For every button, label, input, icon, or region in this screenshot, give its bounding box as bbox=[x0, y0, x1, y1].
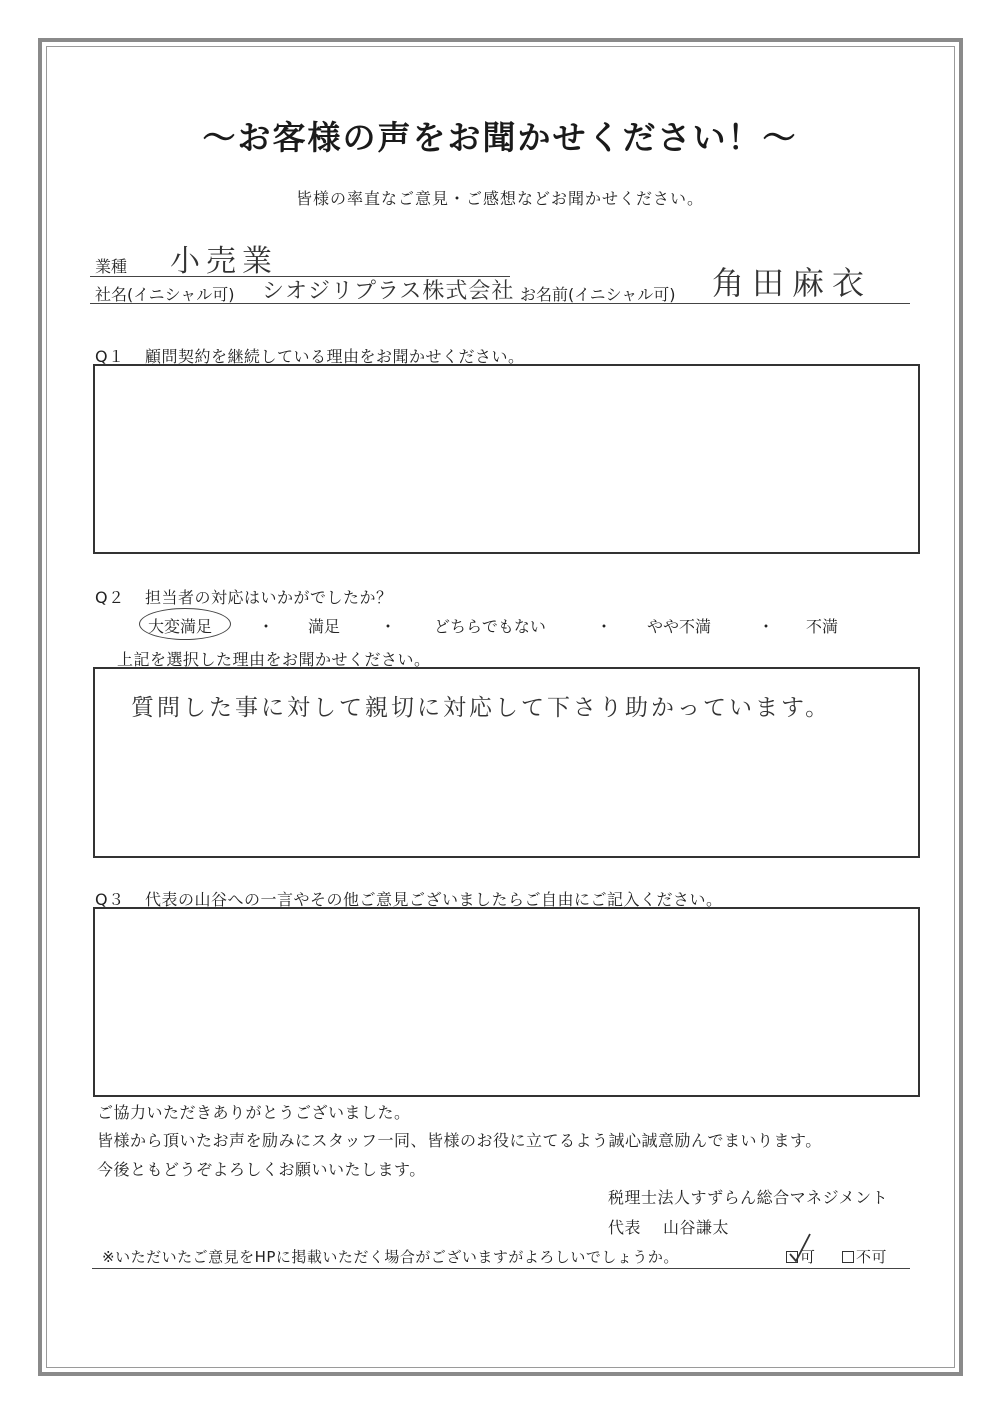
checkmark-icon bbox=[786, 1230, 816, 1264]
closing-line-2: 皆様から頂いたお声を励みにスタッフ一同、皆様のお役に立てるよう誠心誠意励んでまいります。 bbox=[97, 1131, 822, 1150]
q2-option-somewhat-dissatisfied[interactable]: やや不満 bbox=[647, 617, 712, 636]
signature-representative bbox=[608, 1215, 729, 1238]
q2-option-satisfied[interactable]: 満足 bbox=[308, 617, 341, 636]
q2-separator: ・ bbox=[380, 617, 397, 636]
signature-rep-name: 山谷謙太 bbox=[663, 1218, 730, 1237]
q2-separator: ・ bbox=[758, 617, 775, 636]
q3-number: Q３ bbox=[95, 890, 125, 909]
q3-answer-box[interactable] bbox=[93, 907, 920, 1097]
hp-consent-question: ※いただいたご意見をHPに掲載いただく場合がございますがよろしいでしょうか。 bbox=[102, 1248, 679, 1266]
industry-label: 業種 bbox=[95, 257, 128, 276]
q2-separator: ・ bbox=[596, 617, 613, 636]
industry-value[interactable]: 小売業 bbox=[170, 244, 278, 279]
q2-option-dissatisfied[interactable]: 不満 bbox=[806, 617, 839, 636]
q2-answer: 質問した事に対して親切に対応して下さり助かっています。 bbox=[131, 695, 832, 721]
q2-heading bbox=[95, 585, 393, 608]
q1-answer-box[interactable] bbox=[93, 364, 920, 554]
company-name-underline bbox=[90, 303, 910, 304]
q2-text: 担当者の対応はいかがでしたか？ bbox=[145, 588, 393, 607]
q2-answer-box[interactable] bbox=[93, 667, 920, 858]
closing-line-1: ご協力いただきありがとうございました。 bbox=[97, 1103, 411, 1122]
q1-number: Q１ bbox=[95, 347, 125, 366]
allow-label: 可 bbox=[800, 1248, 816, 1266]
q3-text: 代表の山谷への一言やその他ご意見ございましたらご自由にご記入ください。 bbox=[145, 890, 723, 909]
name-value[interactable]: 角田麻衣 bbox=[712, 264, 873, 302]
q2-reason-label: 上記を選択した理由をお聞かせください。 bbox=[117, 650, 431, 669]
q1-text: 顧問契約を継続している理由をお聞かせください。 bbox=[145, 347, 525, 366]
company-label: 社名(イニシャル可) bbox=[95, 285, 235, 304]
deny-label: 不可 bbox=[856, 1248, 888, 1266]
name-label: お名前(イニシャル可) bbox=[520, 285, 676, 304]
q2-option-very-satisfied[interactable]: 大変満足 bbox=[148, 617, 213, 636]
page-subtitle: 皆様の率直なご意見・ご感想などお聞かせください。 bbox=[295, 189, 704, 208]
company-value[interactable]: シオジリプラス株式会社 bbox=[262, 279, 515, 304]
signature-rep-title: 代表 bbox=[608, 1218, 642, 1237]
q2-separator: ・ bbox=[258, 617, 275, 636]
q2-option-neutral[interactable]: どちらでもない bbox=[434, 617, 546, 636]
hp-consent-deny[interactable] bbox=[842, 1246, 887, 1267]
hp-consent-underline bbox=[92, 1268, 910, 1269]
closing-line-3: 今後ともどうぞよろしくお願いいたします。 bbox=[97, 1160, 426, 1179]
page-title: 〜お客様の声をお聞かせください！〜 bbox=[202, 118, 798, 157]
deny-checkbox-icon[interactable] bbox=[842, 1251, 854, 1263]
signature-company: 税理士法人すずらん総合マネジメント bbox=[608, 1188, 889, 1207]
q2-number: Q２ bbox=[95, 588, 125, 607]
